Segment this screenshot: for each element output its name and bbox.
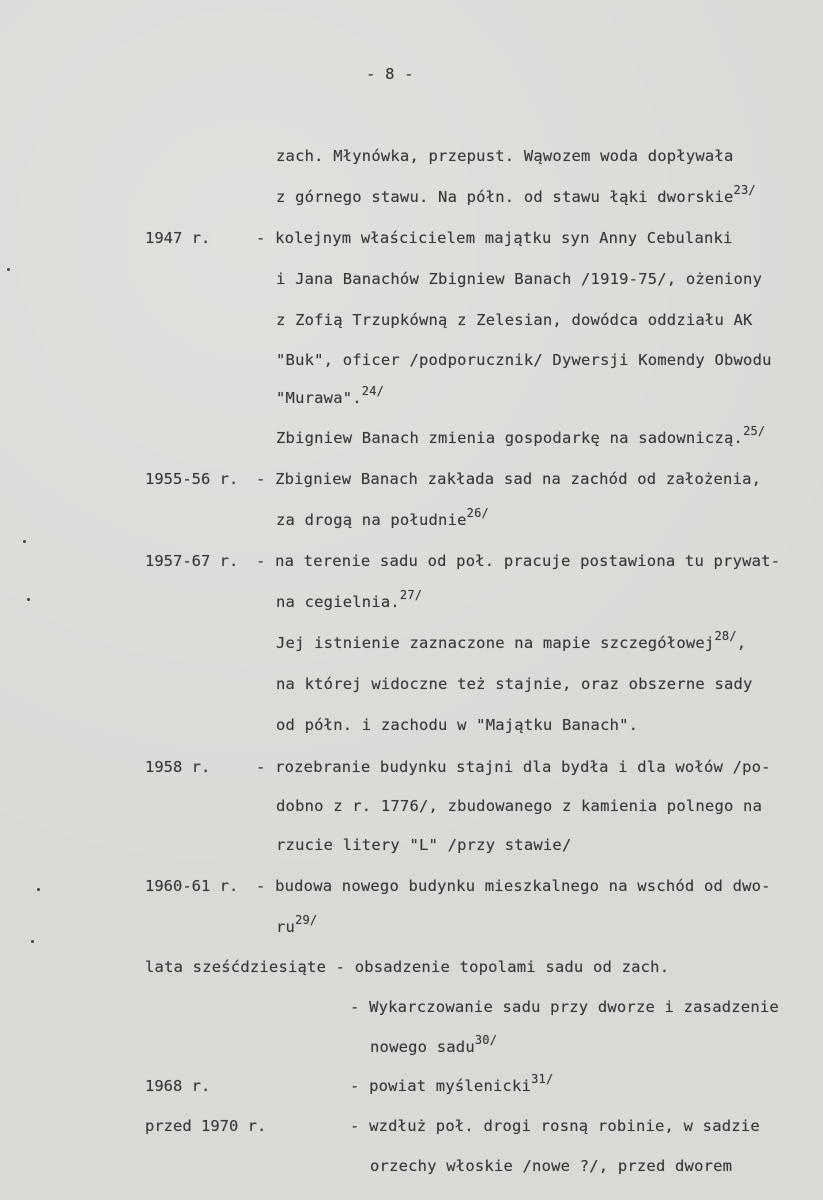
text-line: - Zbigniew Banach zakłada sad na zachód od założenia,: [256, 470, 762, 488]
footnote-ref: 23/: [733, 183, 756, 197]
footnote-ref: 31/: [531, 1072, 554, 1086]
date-1957-67: 1957-67 r.: [145, 552, 239, 570]
text-line: - rozebranie budynku stajni dla bydła i dla wołów /po-: [256, 758, 771, 776]
footnote-ref: 30/: [474, 1033, 498, 1047]
text-line: orzechy włoskie /nowe ?/, przed dworem: [370, 1157, 733, 1175]
footnote-ref: 27/: [399, 588, 423, 602]
date-1960-61: 1960-61 r.: [145, 877, 239, 895]
footnote-ref: 28/: [714, 629, 737, 643]
text-line: zach. Młynówka, przepust. Wąwozem woda dopływała: [276, 147, 734, 165]
text-line: - budowa nowego budynku mieszkalnego na wschód od dwo-: [256, 877, 771, 895]
scan-speck: [27, 598, 30, 601]
text-line: "Murawa".$^{24/}$: [276, 384, 385, 407]
page-number: - 8 -: [366, 65, 414, 83]
text-line: Zbigniew Banach zmienia gospodarkę na sadowniczą.$^{25/}$: [276, 424, 766, 447]
text-line: nowego sadu$^{30/}$: [370, 1033, 498, 1056]
text-line: - na terenie sadu od poł. pracuje postawiona tu prywat-: [256, 552, 781, 570]
text-line: Jej istnienie zaznaczone na mapie szczegółowej$^{28/}$,: [276, 629, 747, 652]
text-line: $ru^{29/}$: [276, 913, 318, 936]
text-line: - Wykarczowanie sadu przy dworze i zasadzenie: [350, 998, 779, 1016]
text-line: - kolejnym właścicielem majątku syn Anny Cebulanki: [256, 229, 733, 247]
text-line: - powiat myślenicki$^{31/}$: [350, 1072, 554, 1095]
text-line: od półn. i zachodu w "Majątku Banach".: [276, 716, 639, 734]
scan-speck: [31, 940, 34, 943]
date-1947: 1947 r.: [145, 229, 211, 247]
text-line: dobno z r. 1776/, zbudowanego z kamienia polnego na: [276, 797, 763, 815]
scan-speck: [23, 540, 26, 543]
text-line: z Zofią Trzupkówną z Zelesian, dowódca oddziału AK: [276, 311, 753, 329]
scan-speck: [37, 888, 40, 891]
text-line: i Jana Banachów Zbigniew Banach /1919-75/, ożeniony: [276, 270, 763, 288]
text-line: lata sześćdziesiąte - obsadzenie topolami sadu od zach.: [145, 958, 670, 976]
date-1968: 1968 r.: [145, 1077, 211, 1095]
text-line: na której widoczne też stajnie, oraz obszerne sady: [276, 675, 753, 693]
text-line: "Buk", oficer /podporucznik/ Dywersji Komendy Obwodu: [276, 351, 772, 369]
text-line: - wzdłuż poł. drogi rosną robinie, w sadzie: [350, 1117, 760, 1135]
scan-speck: [7, 268, 10, 271]
footnote-ref: 25/: [743, 424, 766, 438]
date-1955-56: 1955-56 r.: [145, 470, 239, 488]
text-line: na cegielnia.$^{27/}$: [276, 588, 423, 611]
footnote-ref: 26/: [466, 506, 489, 520]
footnote-ref: 24/: [361, 384, 385, 398]
text-line: za drogą na południe$^{26/}$: [276, 506, 489, 529]
text-line: rzucie litery "L" /przy stawie/: [276, 836, 572, 854]
date-1958: 1958 r.: [145, 758, 211, 776]
date-before-1970: przed 1970 r.: [145, 1117, 267, 1135]
text-line: z górnego stawu. Na półn. od stawu łąki dworskie$^{23/}$: [276, 183, 756, 206]
footnote-ref: 29/: [295, 913, 318, 927]
